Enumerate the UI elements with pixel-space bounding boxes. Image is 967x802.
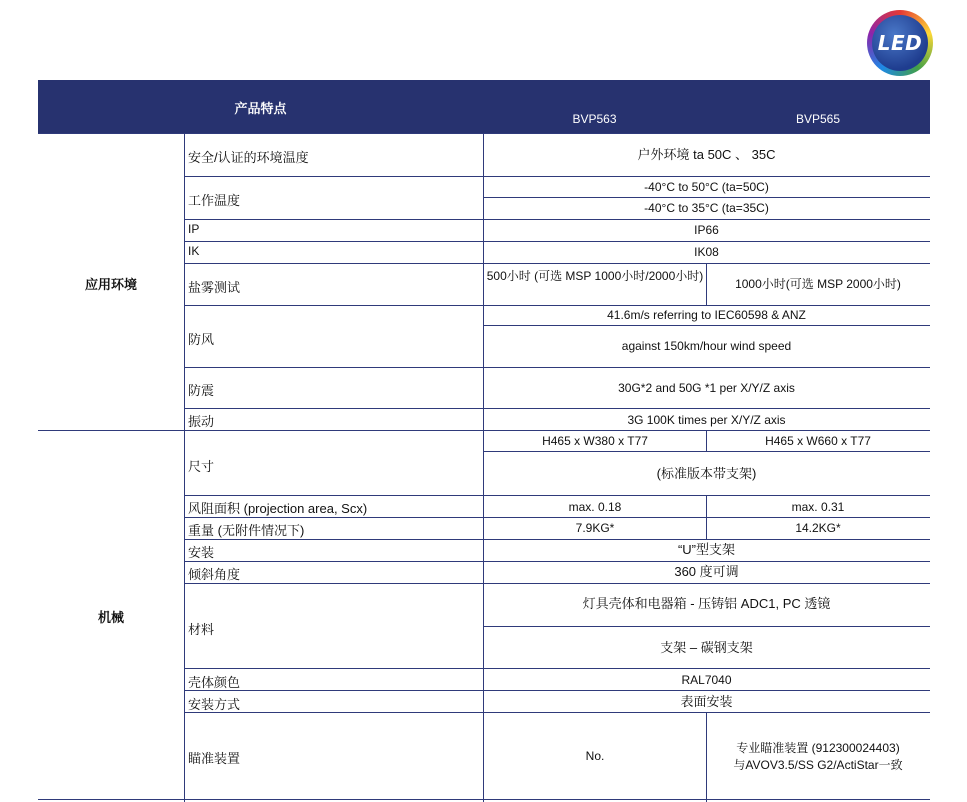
grid-line xyxy=(38,133,930,134)
row-label-safety-temp: 安全/认证的环境温度 xyxy=(188,150,309,165)
value-size-note: (标准版本带支架) xyxy=(656,466,757,481)
row-label-size: 尺寸 xyxy=(188,459,215,474)
grid-line xyxy=(184,133,185,802)
grid-line xyxy=(184,561,930,562)
header-col-bvp563: BVP563 xyxy=(572,112,617,126)
led-logo-text: LED xyxy=(877,31,923,55)
grid-line xyxy=(184,690,930,691)
grid-line xyxy=(184,408,930,409)
value-material-2: 支架 – 碳钢支架 xyxy=(660,640,753,655)
grid-line xyxy=(184,668,930,669)
grid-line xyxy=(484,626,930,627)
value-shock: 30G*2 and 50G *1 per X/Y/Z axis xyxy=(618,381,795,395)
grid-line xyxy=(184,241,930,242)
value-wind-area-bvp565: max. 0.31 xyxy=(791,500,845,514)
value-salt-spray-bvp563: 500小时 (可选 MSP 1000小时/2000小时) xyxy=(486,269,704,283)
value-wind-1: 41.6m/s referring to IEC60598 & ANZ xyxy=(607,308,806,322)
value-work-temp-2: -40°C to 35°C (ta=35C) xyxy=(644,201,769,215)
value-mounting: “U”型支架 xyxy=(677,542,736,557)
row-label-wind: 防风 xyxy=(188,332,215,347)
header-col-bvp565: BVP565 xyxy=(795,112,841,126)
row-label-ip: IP xyxy=(188,222,200,236)
grid-line xyxy=(184,583,930,584)
value-wind-area-bvp563: max. 0.18 xyxy=(568,500,622,514)
value-aiming-bvp563: No. xyxy=(585,749,605,763)
value-safety-temp: 户外环境 ta 50C 、 35C xyxy=(637,147,776,162)
led-logo-icon xyxy=(867,10,933,76)
row-label-install: 安装方式 xyxy=(188,697,241,712)
grid-line xyxy=(38,799,930,800)
row-label-weight: 重量 (无附件情况下) xyxy=(188,523,305,538)
row-label-vibration: 振动 xyxy=(188,414,215,429)
row-label-mounting: 安装 xyxy=(188,545,215,560)
value-aiming-bvp565-line1: 专业瞄准装置 (912300024403) xyxy=(736,741,900,755)
grid-line xyxy=(184,305,930,306)
row-label-salt-spray: 盐雾测试 xyxy=(188,280,241,295)
value-salt-spray-bvp565: 1000小时(可选 MSP 2000小时) xyxy=(735,277,901,291)
grid-line xyxy=(484,325,930,326)
grid-line xyxy=(184,517,930,518)
grid-line xyxy=(184,539,930,540)
row-label-shock: 防震 xyxy=(188,383,215,398)
value-wind-2: against 150km/hour wind speed xyxy=(621,339,792,353)
section-environment: 应用环境 xyxy=(84,277,137,292)
value-weight-bvp565: 14.2KG* xyxy=(795,521,841,535)
row-label-ik: IK xyxy=(188,244,200,258)
section-mechanical: 机械 xyxy=(97,610,124,625)
grid-line xyxy=(38,430,930,431)
grid-line xyxy=(184,263,930,264)
row-label-aiming: 瞄准装置 xyxy=(188,751,241,766)
grid-line xyxy=(484,451,930,452)
grid-line xyxy=(484,197,930,198)
row-label-work-temp: 工作温度 xyxy=(188,193,241,208)
value-ik: IK08 xyxy=(694,245,719,259)
grid-line xyxy=(184,712,930,713)
value-size-bvp563: H465 x W380 x T77 xyxy=(542,434,648,448)
led-logo-inner xyxy=(872,15,928,71)
value-work-temp-1: -40°C to 50°C (ta=50C) xyxy=(644,180,769,194)
value-weight-bvp563: 7.9KG* xyxy=(575,521,615,535)
grid-line xyxy=(184,495,930,496)
value-tilt: 360 度可调 xyxy=(674,564,739,579)
value-install: 表面安装 xyxy=(680,694,733,709)
row-label-color: 壳体颜色 xyxy=(188,675,241,690)
value-material-1: 灯具壳体和电器箱 - 压铸铝 ADC1, PC 透镜 xyxy=(582,596,831,611)
row-label-material: 材料 xyxy=(188,622,215,637)
value-vibration: 3G 100K times per X/Y/Z axis xyxy=(627,413,786,427)
value-ip: IP66 xyxy=(694,223,719,237)
grid-line xyxy=(184,176,930,177)
value-aiming-bvp565-line2: 与AVOV3.5/SS G2/ActiStar一致 xyxy=(733,758,903,772)
grid-line xyxy=(184,367,930,368)
row-label-wind-area: 风阻面积 (projection area, Scx) xyxy=(188,501,368,516)
value-color: RAL7040 xyxy=(681,673,732,687)
grid-line xyxy=(184,219,930,220)
header-title: 产品特点 xyxy=(234,101,287,116)
value-size-bvp565: H465 x W660 x T77 xyxy=(765,434,871,448)
row-label-tilt: 倾斜角度 xyxy=(188,567,241,582)
